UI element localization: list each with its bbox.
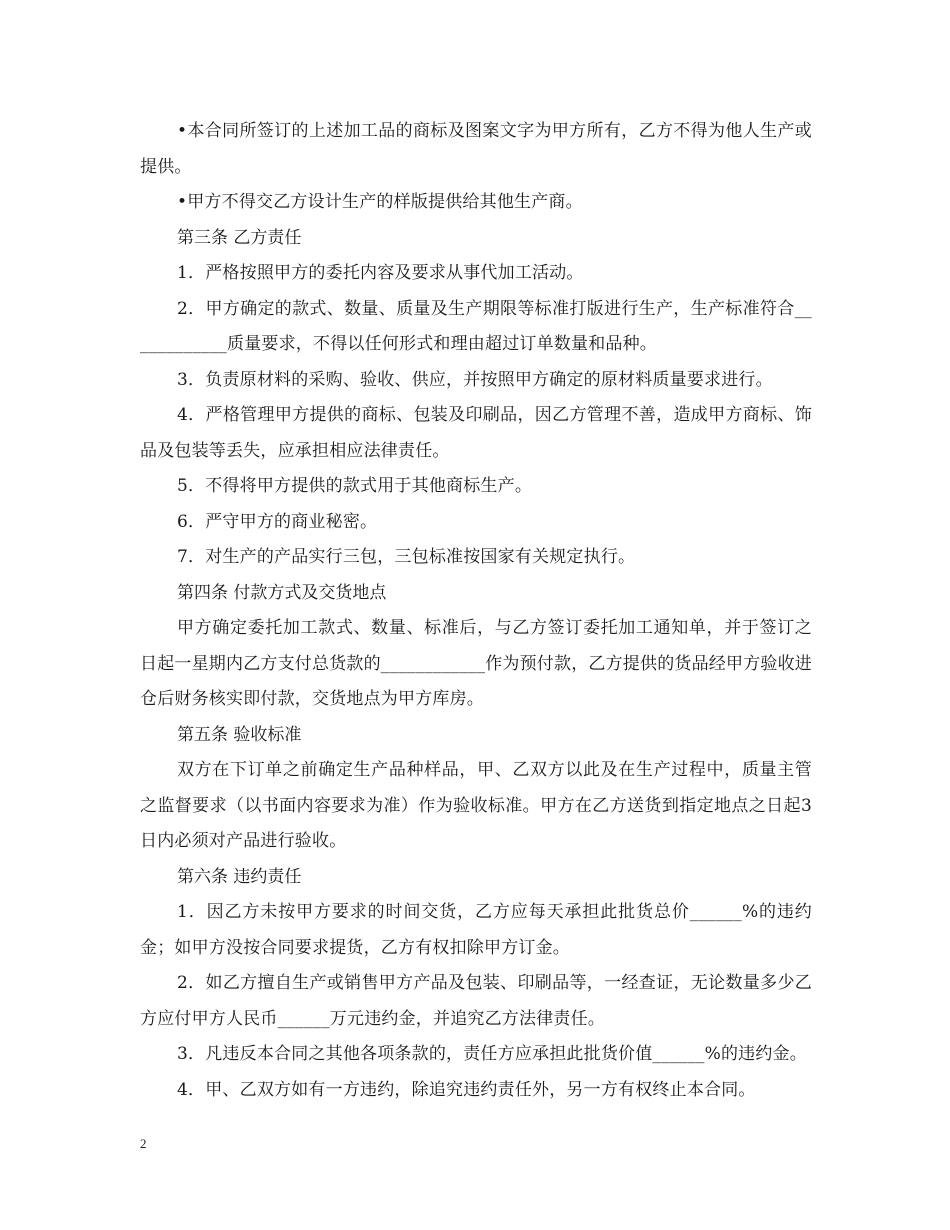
page-number: 2 <box>140 1136 147 1151</box>
paragraph: 1．严格按照甲方的委托内容及要求从事代加工活动。 <box>177 263 584 283</box>
paragraph: 双方在下订单之前确定生产品种样品，甲、乙双方以此及在生产过程中，质量主管之监督要求（以书面内容要求为准）作为验收标准。甲方在乙方送货到指定地点之日起3日内必须对产品进行验收。 <box>140 760 812 851</box>
paragraph: 2．如乙方擅自生产或销售甲方产品及包装、印刷品等，一经查证，无论数量多少乙方应付甲方人民币______万元违约金，并追究乙方法律责任。 <box>140 973 812 1029</box>
paragraph: 4．甲、乙双方如有一方违约，除追究违约责任外，另一方有权终止本合同。 <box>177 1079 756 1100</box>
paragraph: 甲方确定委托加工款式、数量、标准后，与乙方签订委托加工通知单，并于签订之日起一星期内乙方支付总货款的____________作为预付款，乙方提供的货品经甲方验收进仓后财务核实即付款，交货地点为甲方库房。 <box>140 618 812 709</box>
document-body <box>140 114 812 1108</box>
paragraph: 4．严格管理甲方提供的商标、包装及印刷品，因乙方管理不善，造成甲方商标、饰品及包装等丢失，应承担相应法律责任。 <box>140 405 812 461</box>
section-heading: 第三条 乙方责任 <box>177 227 302 248</box>
section-heading: 第五条 验收标准 <box>177 724 302 745</box>
section-heading: 第四条 付款方式及交货地点 <box>177 582 387 603</box>
paragraph: 7．对生产的产品实行三包，三包标准按国家有关规定执行。 <box>177 547 636 567</box>
paragraph: 3．负责原材料的采购、验收、供应，并按照甲方确定的原材料质量要求进行。 <box>177 369 773 390</box>
paragraph: •本合同所签订的上述加工品的商标及图案文字为甲方所有，乙方不得为他人生产或提供。 <box>140 121 812 177</box>
paragraph: •甲方不得交乙方设计生产的样版提供给其他生产商。 <box>177 192 583 212</box>
paragraph: 3．凡违反本合同之其他各项条款的，责任方应承担此批货价值______%的违约金。 <box>177 1044 807 1064</box>
paragraph: 1．因乙方未按甲方要求的时间交货，乙方应每天承担此批货总价______%的违约金；如甲方没按合同要求提货，乙方有权扣除甲方订金。 <box>140 902 812 958</box>
paragraph: 2．甲方确定的款式、数量、质量及生产期限等标准打版进行生产，生产标准符合____________质量要求，不得以任何形式和理由超过订单数量和品种。 <box>140 298 812 354</box>
section-heading: 第六条 违约责任 <box>177 866 302 887</box>
paragraph: 5．不得将甲方提供的款式用于其他商标生产。 <box>177 476 533 496</box>
paragraph: 6．严守甲方的商业秘密。 <box>177 511 378 532</box>
